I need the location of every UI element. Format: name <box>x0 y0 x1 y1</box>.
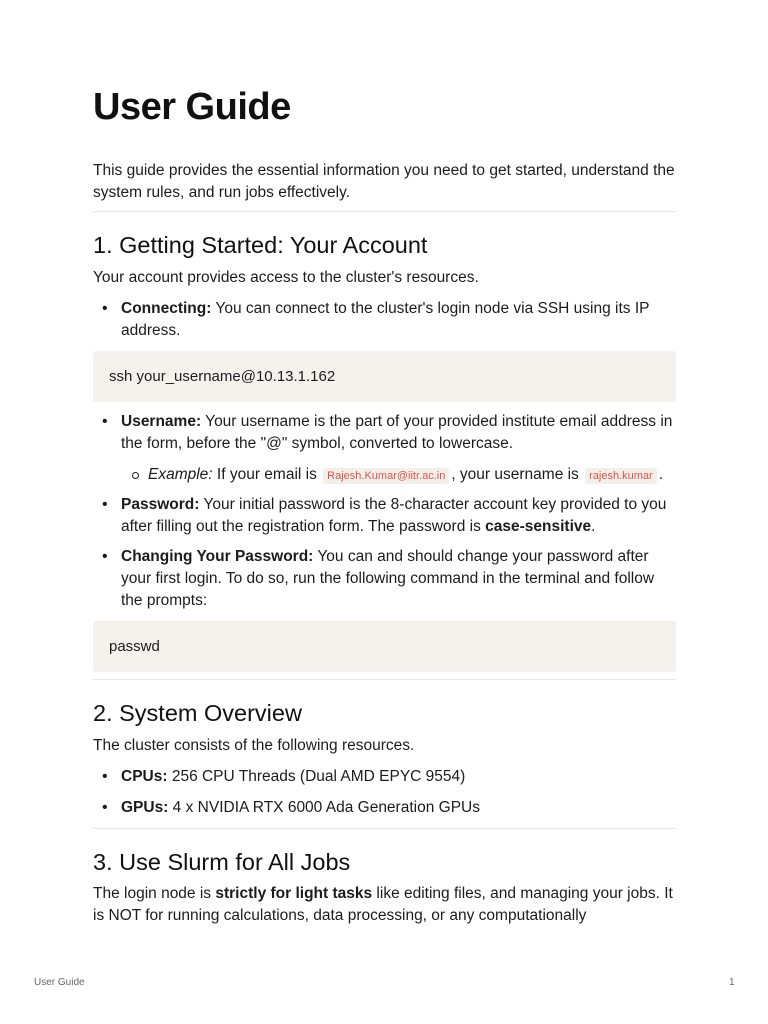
example-text-3: . <box>658 466 664 483</box>
example-text-1: If your email is <box>212 466 322 483</box>
changing-text: You can and should change your password after your first login. To do so, run the following command in the terminal and follow the prompts: <box>121 548 655 609</box>
cpus-label: CPUs: <box>121 768 168 785</box>
section-1-heading: 1. Getting Started: Your Account <box>93 232 428 258</box>
section-3-text-2: like editing files, and managing your jobs. It is NOT for running calculations, data processing, or any computationally <box>93 885 673 924</box>
list-item-cpus <box>121 766 677 788</box>
section-3-emphasis: strictly for light tasks <box>215 885 373 902</box>
password-emphasis: case-sensitive <box>485 518 592 535</box>
footer-title: User Guide <box>34 977 85 988</box>
section-2-lead: The cluster consists of the following resources. <box>93 737 415 754</box>
section-3-heading: 3. Use Slurm for All Jobs <box>93 849 351 875</box>
email-inline-code: Rajesh.Kumar@iitr.ac.in <box>323 468 449 484</box>
list-item-connecting <box>121 298 677 342</box>
gpus-text: 4 x NVIDIA RTX 6000 Ada Generation GPUs <box>168 799 480 816</box>
section-2-heading: 2. System Overview <box>93 700 302 726</box>
list-item-password <box>121 494 677 538</box>
divider <box>93 679 676 680</box>
list-item-changing-password <box>121 546 677 612</box>
ssh-code-block[interactable]: ssh your_username@10.13.1.162 <box>93 351 676 402</box>
page-title: User Guide <box>93 86 291 128</box>
intro-paragraph: This guide provides the essential information you need to get started, understand the system rules, and run jobs effectively. <box>93 162 675 201</box>
username-label: Username: <box>121 413 202 430</box>
divider <box>93 828 676 829</box>
cpus-text: 256 CPU Threads (Dual AMD EPYC 9554) <box>167 768 466 785</box>
username-text: Your username is the part of your provided institute email address in the form, before the "@" symbol, converted to lowercase. <box>121 413 673 452</box>
username-inline-code: rajesh.kumar <box>585 468 657 484</box>
section-3-paragraph <box>93 883 676 927</box>
password-label: Password: <box>121 496 200 513</box>
changing-label: Changing Your Password: <box>121 548 314 565</box>
list-item-gpus <box>121 797 677 819</box>
passwd-code-block[interactable]: passwd <box>93 621 676 672</box>
example-text-2: , your username is <box>451 466 584 483</box>
page-number: 1 <box>729 977 735 988</box>
section-1-lead: Your account provides access to the cluster's resources. <box>93 269 479 286</box>
password-text: Your initial password is the 8-character account key provided to you after filling out the registration form. The password is <box>121 496 667 535</box>
example-label: Example: <box>148 466 213 483</box>
list-item-username <box>121 411 677 455</box>
gpus-label: GPUs: <box>121 799 169 816</box>
connecting-label: Connecting: <box>121 300 212 317</box>
password-end: . <box>591 518 596 535</box>
connecting-text: You can connect to the cluster's login node via SSH using its IP address. <box>121 300 650 339</box>
divider <box>93 211 676 212</box>
section-3-text-1: The login node is <box>93 885 216 902</box>
list-item-example <box>148 464 678 487</box>
